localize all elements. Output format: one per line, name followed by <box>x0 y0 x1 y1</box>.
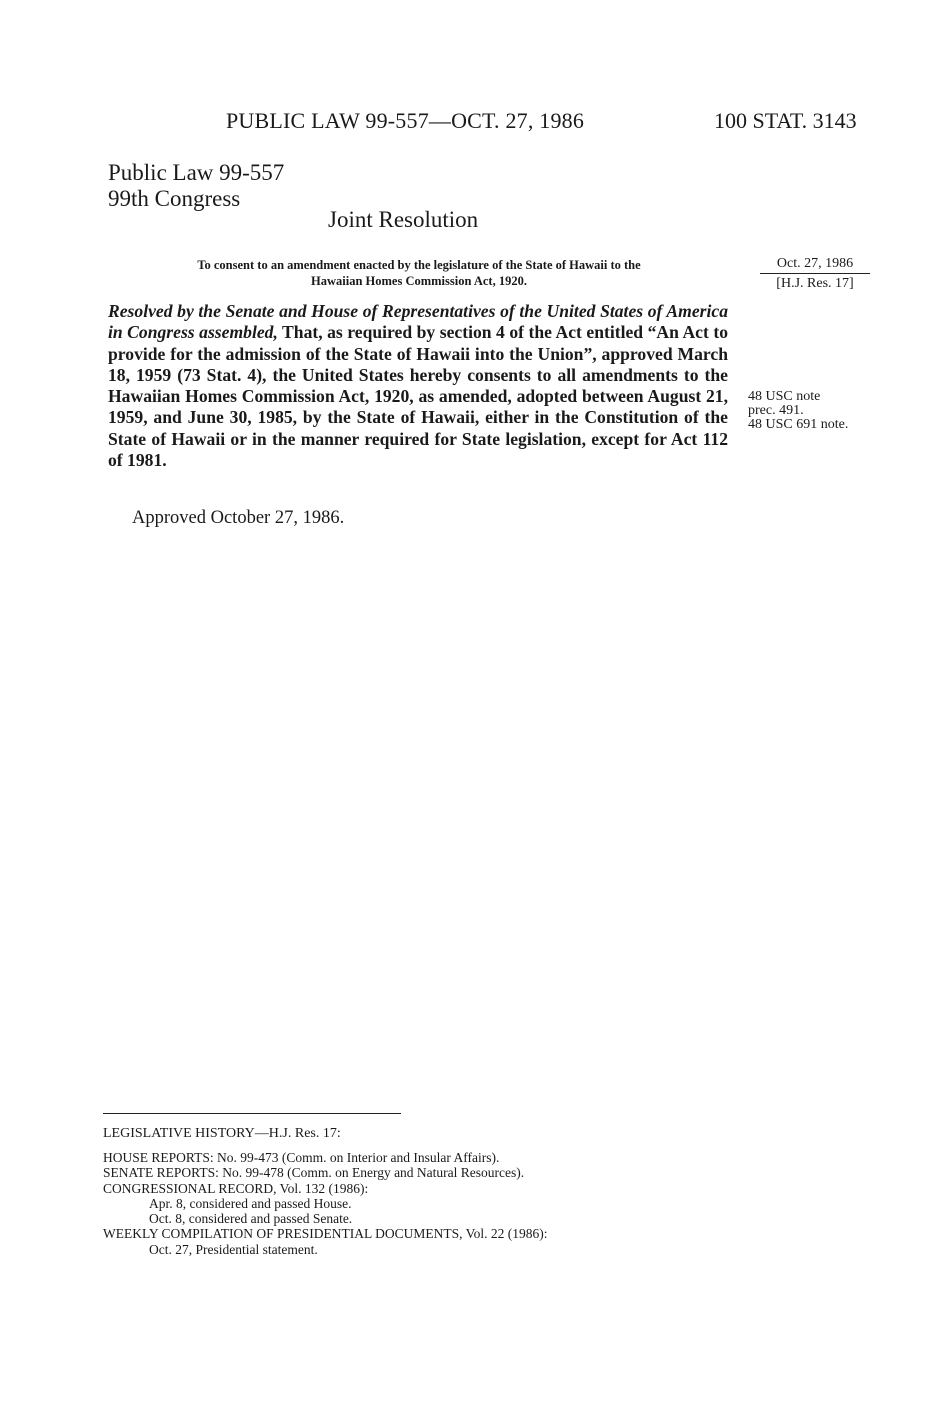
document-type-title: Joint Resolution <box>328 207 479 232</box>
purpose-statement <box>108 257 730 289</box>
legislative-history-line: SENATE REPORTS: No. 99-478 (Comm. on Energy and Natural Resources). <box>103 1165 525 1181</box>
legislative-history-list <box>103 1150 548 1257</box>
citation-note: 48 USC note <box>748 389 821 404</box>
running-head: PUBLIC LAW 99-557—OCT. 27, 1986 <box>226 108 585 133</box>
footnote-divider <box>103 1113 401 1114</box>
margin-date: Oct. 27, 1986 <box>760 256 870 274</box>
margin-citation-notes <box>748 390 848 432</box>
citation-note: 48 USC 691 note. <box>748 417 849 432</box>
resolution-text: That, as required by section 4 of the Act entitled “An Act to provide for the admission of the State of Hawaii into the Union”, approved March 18, 1959 (73 Stat. 4), the United States hereby consents to all amendments to the Hawaiian Homes Commission Act, 1920, as amended, adopted between August 21, 1959, and June 30, 1985, by the State of Hawaii, either in the Constitution of the State of Hawaii or in the manner required for State legislation, except for Act 112 of 1981. <box>108 322 728 471</box>
citation-note: prec. 491. <box>748 403 804 418</box>
legislative-history-line: HOUSE REPORTS: No. 99-473 (Comm. on Interior and Insular Affairs). <box>103 1150 500 1165</box>
legislative-history-heading: LEGISLATIVE HISTORY—H.J. Res. 17: <box>103 1126 341 1141</box>
resolved-clause: Resolved by the Senate and House of Representatives of the United States of America in Congress assembled, <box>108 301 728 343</box>
legislative-history-line: WEEKLY COMPILATION OF PRESIDENTIAL DOCUMENTS, Vol. 22 (1986): <box>103 1226 548 1242</box>
resolution-body <box>108 301 728 471</box>
approval-date: Approved October 27, 1986. <box>132 508 345 528</box>
legislative-history-line: CONGRESSIONAL RECORD, Vol. 132 (1986): <box>103 1180 369 1196</box>
legislative-history-line: Oct. 8, considered and passed Senate. <box>149 1211 353 1227</box>
legislative-history-line: Oct. 27, Presidential statement. <box>149 1241 318 1257</box>
legislative-history-line: Apr. 8, considered and passed House. <box>149 1195 352 1211</box>
congress-number: 99th Congress <box>108 186 241 211</box>
purpose-line-1: To consent to an amendment enacted by the legislature of the State of Hawaii to the <box>197 258 641 272</box>
public-law-number: Public Law 99-557 <box>108 160 285 185</box>
margin-resolution-number: [H.J. Res. 17] <box>776 276 854 291</box>
statute-page-number: 100 STAT. 3143 <box>714 108 857 133</box>
purpose-line-2: Hawaiian Homes Commission Act, 1920. <box>311 274 527 288</box>
